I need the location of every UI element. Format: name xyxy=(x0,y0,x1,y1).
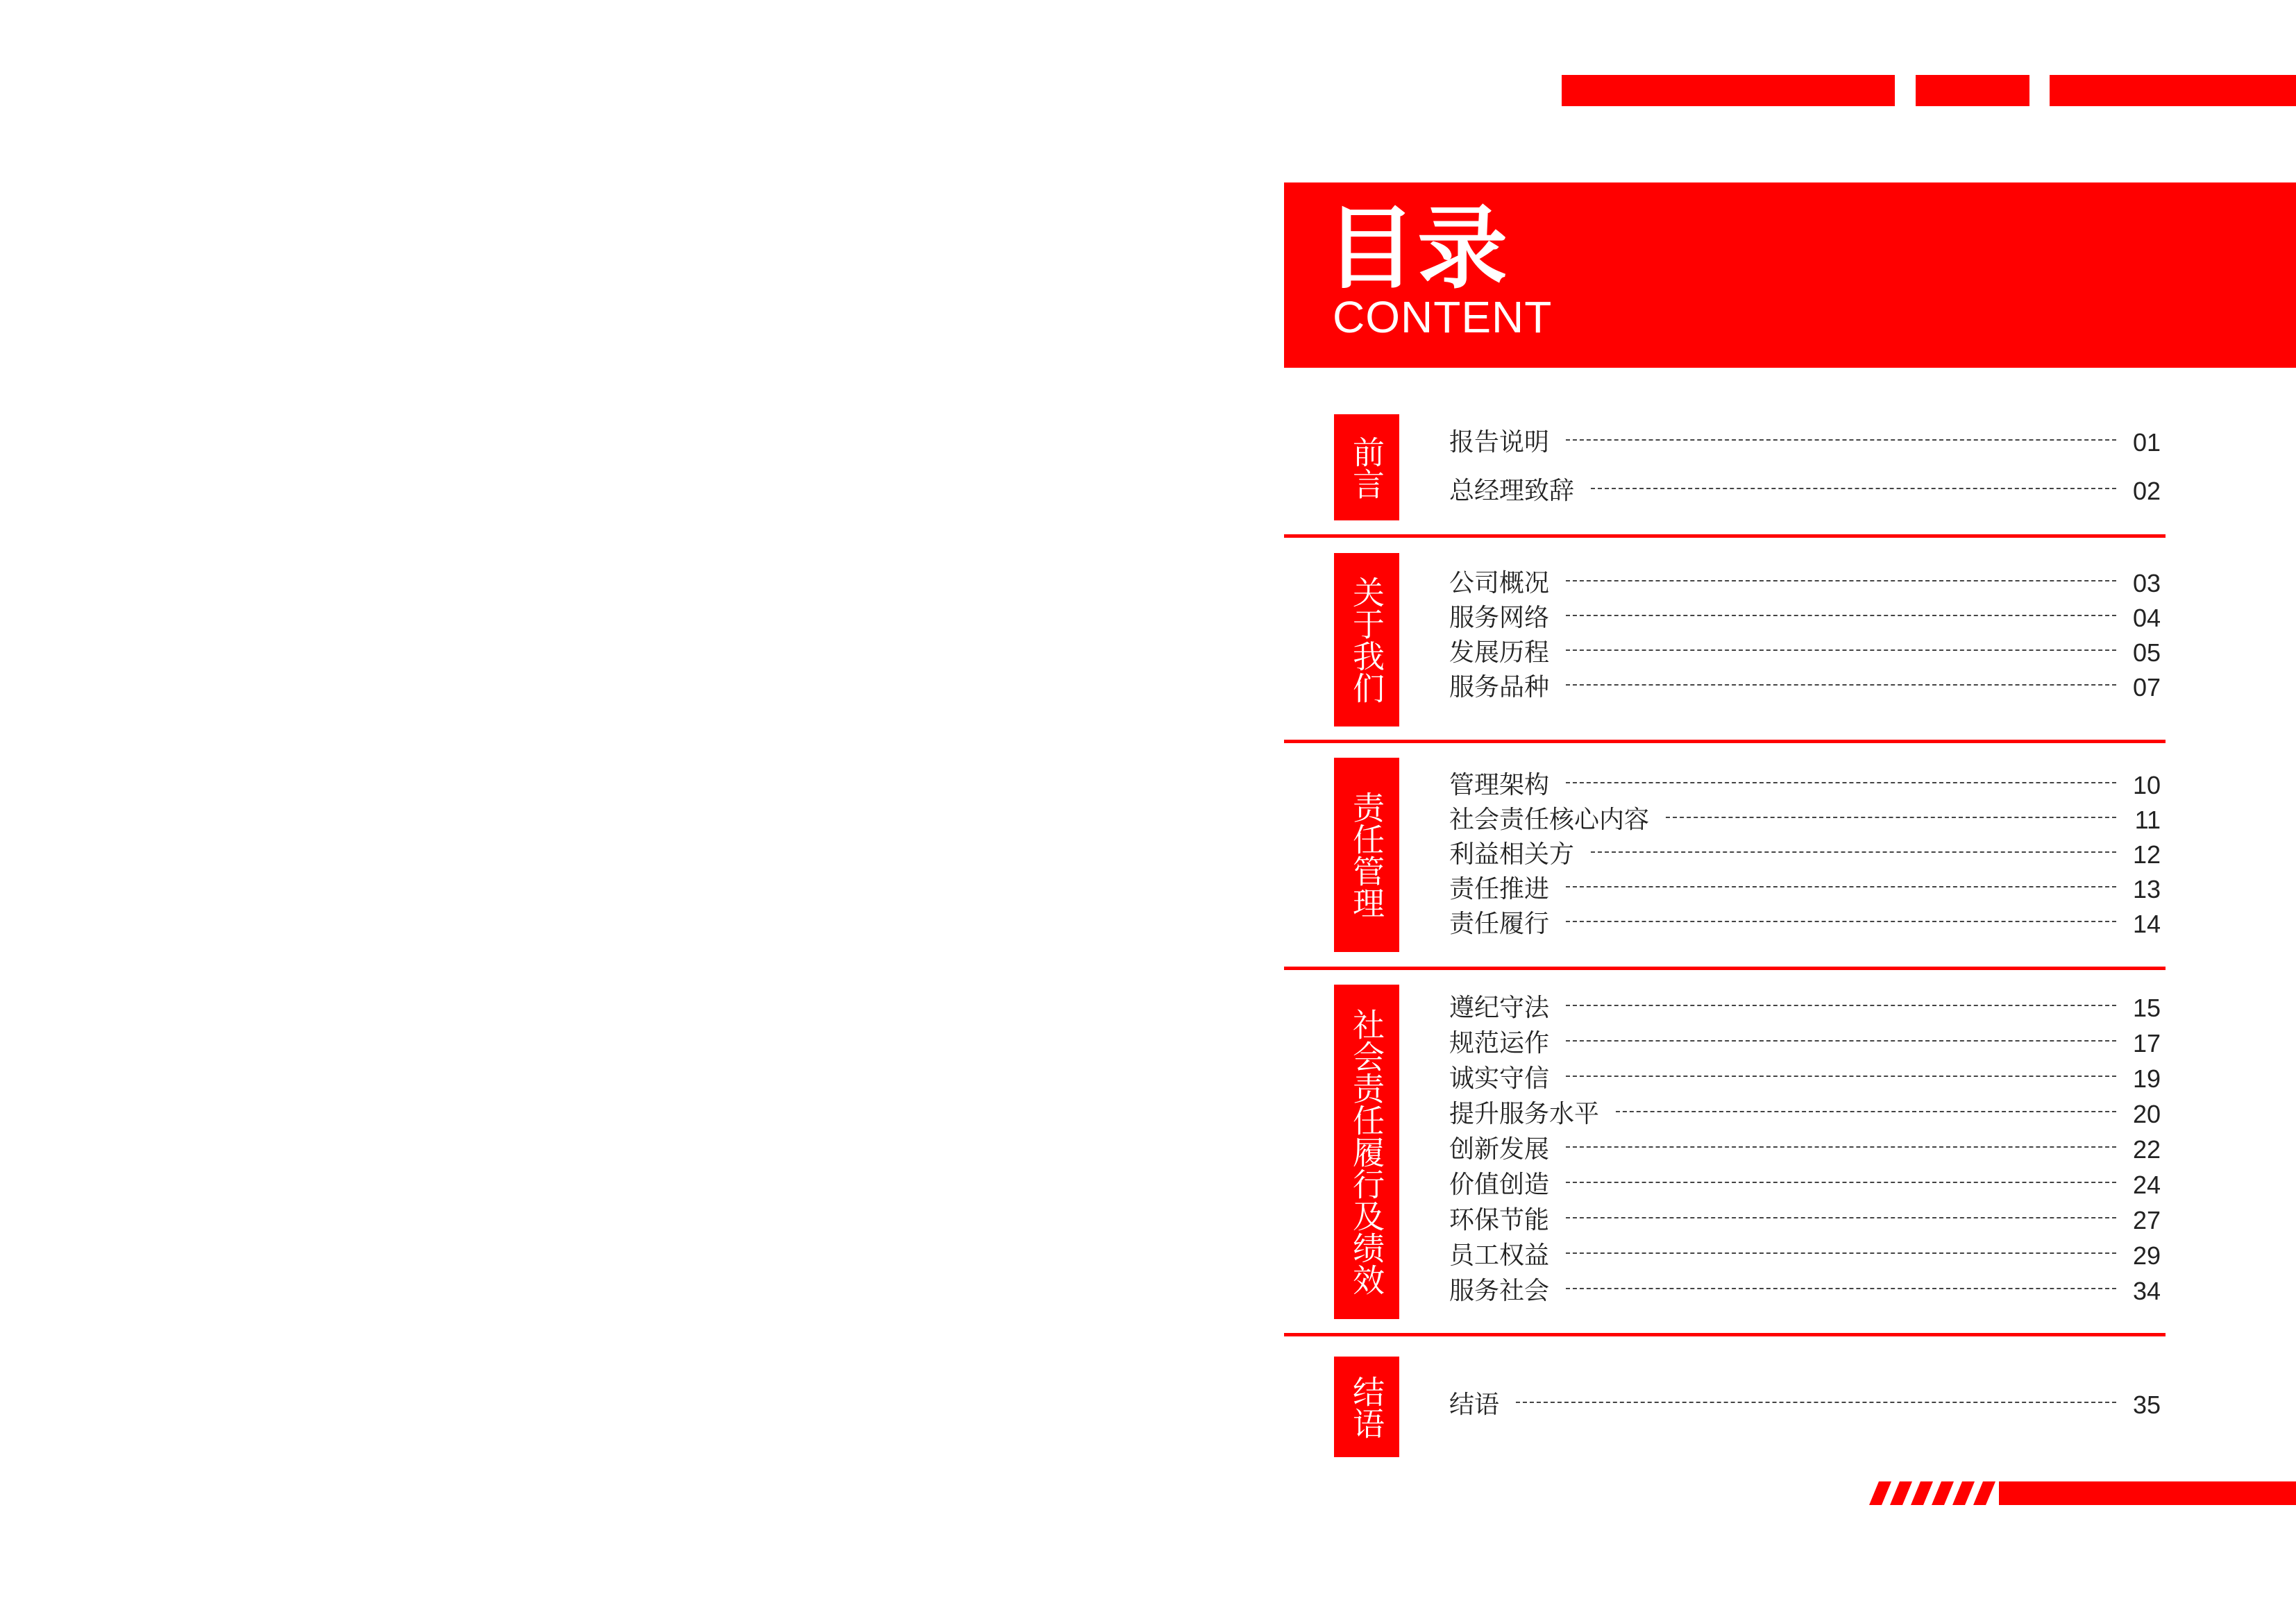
toc-entry-page: 27 xyxy=(2132,1206,2161,1234)
toc-entry[interactable] xyxy=(1449,1062,2161,1096)
dotted-leader xyxy=(1566,1288,2116,1289)
section-badge-about xyxy=(1334,553,1399,726)
toc-entry-label: 员工权益 xyxy=(1449,1241,1550,1270)
toc-entry-page: 10 xyxy=(2132,771,2161,799)
toc-entry[interactable] xyxy=(1449,1239,2161,1273)
section-badge-conclusion xyxy=(1334,1357,1399,1457)
dotted-leader xyxy=(1566,615,2116,616)
toc-entry[interactable] xyxy=(1449,872,2161,907)
toc-entry-page: 13 xyxy=(2132,875,2161,903)
toc-entry-page: 17 xyxy=(2132,1029,2161,1057)
dotted-leader xyxy=(1566,439,2116,441)
toc-entry-page: 11 xyxy=(2134,806,2161,834)
toc-entry-page: 04 xyxy=(2132,604,2161,632)
dotted-leader xyxy=(1566,921,2116,922)
toc-entry-page: 15 xyxy=(2132,994,2161,1022)
toc-entry[interactable] xyxy=(1449,907,2161,942)
section-badge-label: 前言 xyxy=(1348,435,1385,500)
toc-entry-page: 20 xyxy=(2132,1100,2161,1128)
toc-subtitle: CONTENT xyxy=(1333,292,1553,342)
toc-entry-page: 02 xyxy=(2132,477,2161,505)
toc-entry-page: 22 xyxy=(2132,1135,2161,1164)
toc-entry-label: 管理架构 xyxy=(1449,771,1550,799)
toc-entry-page: 24 xyxy=(2132,1171,2161,1199)
toc-entry[interactable] xyxy=(1449,474,2161,509)
toc-entry[interactable] xyxy=(1449,1097,2161,1132)
toc-entry-label: 规范运作 xyxy=(1449,1029,1550,1057)
dotted-leader xyxy=(1566,684,2116,686)
toc-entry-label: 服务品种 xyxy=(1449,673,1550,702)
toc-entry-page: 05 xyxy=(2132,638,2161,667)
toc-title: 目录 xyxy=(1326,196,1510,301)
toc-entry[interactable] xyxy=(1449,425,2161,460)
dotted-leader xyxy=(1566,1005,2116,1006)
toc-entry-label: 公司概况 xyxy=(1449,569,1550,597)
toc-entry[interactable] xyxy=(1449,636,2161,670)
toc-entry-label: 总经理致辞 xyxy=(1449,477,1575,505)
toc-entry[interactable] xyxy=(1449,1388,2161,1422)
section-divider xyxy=(1284,1333,2166,1336)
toc-entry[interactable] xyxy=(1449,991,2161,1026)
section-badge-label: 社会责任履行及绩效 xyxy=(1348,1008,1385,1295)
section-badge-performance xyxy=(1334,985,1399,1319)
dotted-leader xyxy=(1566,1252,2116,1254)
dotted-leader xyxy=(1566,1146,2116,1148)
toc-entry-label: 利益相关方 xyxy=(1449,840,1575,869)
toc-entry-page: 12 xyxy=(2132,840,2161,869)
section-badge-label: 结语 xyxy=(1348,1375,1385,1439)
toc-entry[interactable] xyxy=(1449,1274,2161,1309)
toc-entry-label: 社会责任核心内容 xyxy=(1449,806,1650,834)
toc-entry-label: 诚实守信 xyxy=(1449,1064,1550,1093)
toc-entry-label: 责任履行 xyxy=(1449,910,1550,938)
dotted-leader xyxy=(1566,649,2116,651)
toc-entry-label: 服务社会 xyxy=(1449,1277,1550,1305)
toc-entry-label: 责任推进 xyxy=(1449,875,1550,903)
section-badge-label: 责任管理 xyxy=(1348,791,1385,919)
toc-entry[interactable] xyxy=(1449,768,2161,803)
toc-entry[interactable] xyxy=(1449,601,2161,636)
dotted-leader xyxy=(1516,1402,2116,1403)
section-divider xyxy=(1284,967,2166,970)
section-badge-responsibility-management xyxy=(1334,758,1399,952)
dotted-leader xyxy=(1591,851,2116,853)
toc-entry-label: 环保节能 xyxy=(1449,1206,1550,1234)
dotted-leader xyxy=(1566,1040,2116,1042)
toc-entry-label: 遵纪守法 xyxy=(1449,994,1550,1022)
top-decor-bar-3 xyxy=(2050,75,2296,106)
top-decor-bar-1 xyxy=(1562,75,1895,106)
section-divider xyxy=(1284,740,2166,743)
toc-entry-label: 结语 xyxy=(1449,1391,1500,1419)
toc-entry-page: 34 xyxy=(2132,1277,2161,1305)
dotted-leader xyxy=(1566,1182,2116,1183)
section-divider xyxy=(1284,534,2166,538)
section-badge-preface xyxy=(1334,414,1399,520)
dotted-leader xyxy=(1566,886,2116,887)
toc-entry-label: 创新发展 xyxy=(1449,1135,1550,1164)
dotted-leader xyxy=(1666,817,2116,818)
toc-entry-page: 29 xyxy=(2132,1241,2161,1270)
toc-entry-page: 35 xyxy=(2132,1391,2161,1419)
bottom-stripes-decor xyxy=(1869,1481,2008,1505)
toc-entry[interactable] xyxy=(1449,1132,2161,1167)
toc-entry-label: 提升服务水平 xyxy=(1449,1100,1600,1128)
dotted-leader xyxy=(1566,782,2116,783)
toc-entry[interactable] xyxy=(1449,670,2161,705)
toc-entry-page: 14 xyxy=(2132,910,2161,938)
toc-entry[interactable] xyxy=(1449,1026,2161,1061)
top-decor-bar-2 xyxy=(1916,75,2029,106)
dotted-leader xyxy=(1616,1111,2116,1112)
toc-entry[interactable] xyxy=(1449,803,2161,838)
dotted-leader xyxy=(1566,580,2116,581)
dotted-leader xyxy=(1591,488,2116,489)
toc-entry[interactable] xyxy=(1449,566,2161,601)
section-badge-label: 关于我们 xyxy=(1348,576,1385,704)
toc-entry-page: 07 xyxy=(2132,673,2161,702)
toc-entry-page: 01 xyxy=(2132,428,2161,457)
toc-header xyxy=(1284,182,2296,368)
toc-entry[interactable] xyxy=(1449,1168,2161,1203)
dotted-leader xyxy=(1566,1217,2116,1218)
bottom-decor-bar xyxy=(1999,1481,2296,1505)
toc-entry-label: 报告说明 xyxy=(1449,428,1550,457)
dotted-leader xyxy=(1566,1076,2116,1077)
toc-entry-page: 03 xyxy=(2132,569,2161,597)
toc-entry-page: 19 xyxy=(2132,1064,2161,1093)
toc-entry-label: 服务网络 xyxy=(1449,604,1550,632)
toc-entry[interactable] xyxy=(1449,838,2161,872)
toc-entry-label: 价值创造 xyxy=(1449,1171,1550,1199)
toc-entry[interactable] xyxy=(1449,1203,2161,1238)
toc-entry-label: 发展历程 xyxy=(1449,638,1550,667)
